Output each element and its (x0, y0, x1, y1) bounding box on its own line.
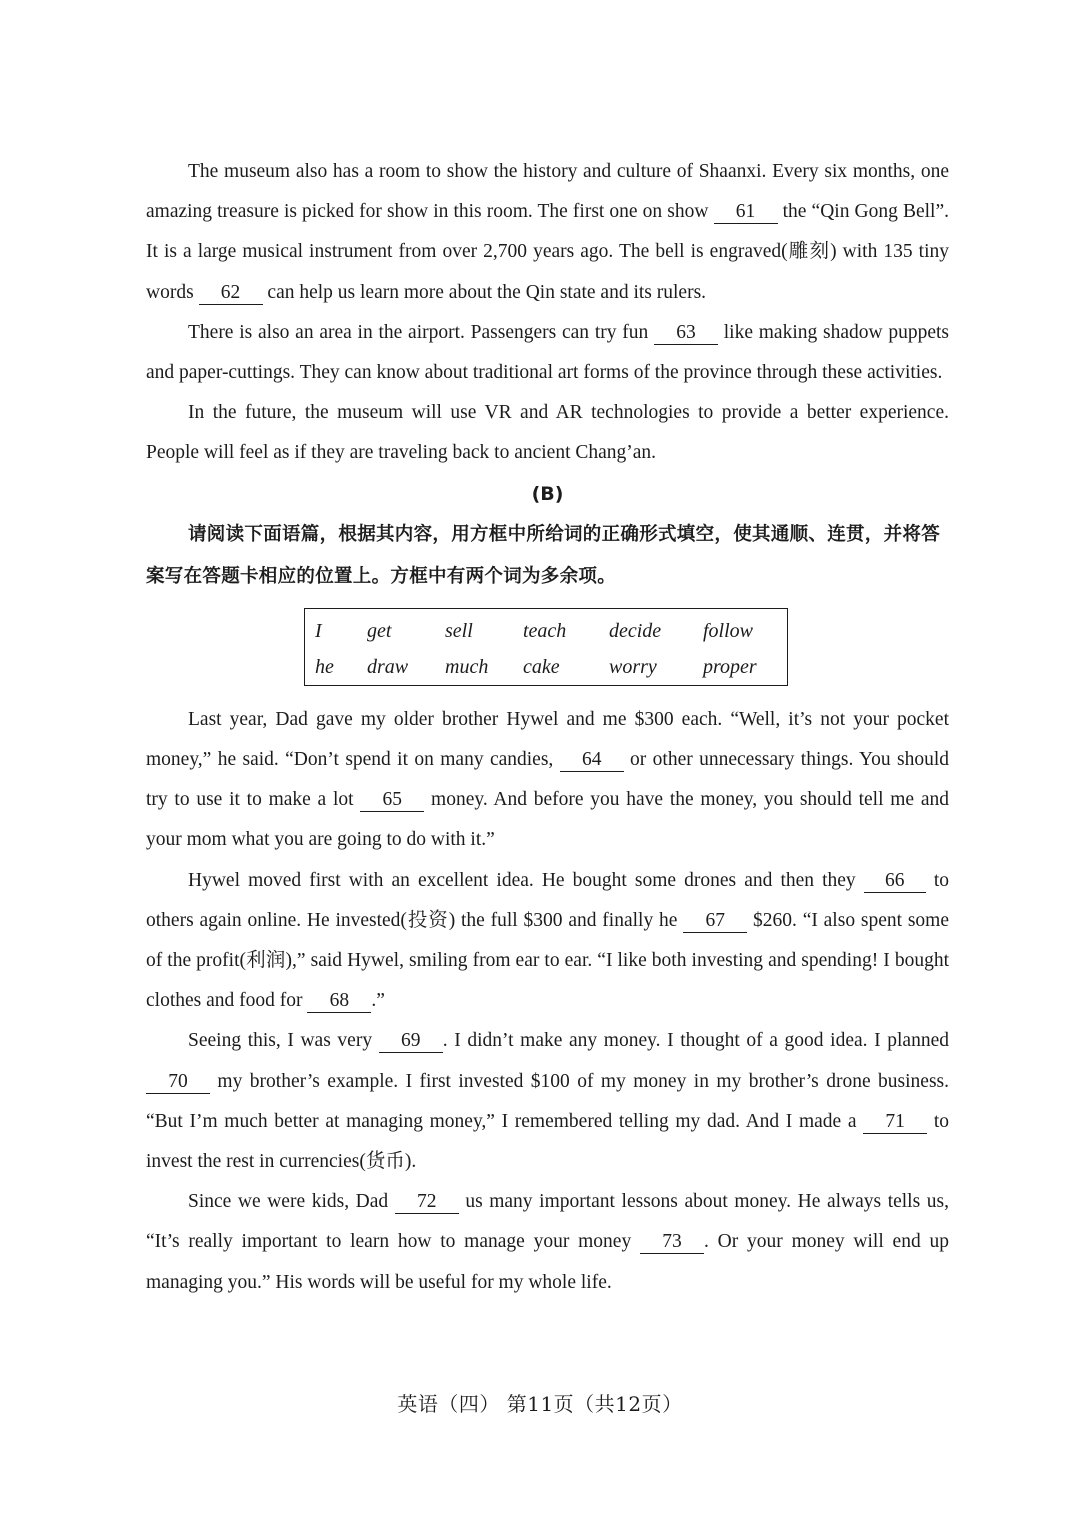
blank-66: 66 (864, 870, 926, 893)
paragraph-seeing-this (146, 1021, 949, 1182)
blank-63: 63 (654, 322, 718, 345)
paragraph-hywel (146, 861, 949, 1022)
word-box-item: he (315, 655, 334, 678)
word-box-item: sell (445, 619, 473, 642)
text: my brother’s example. I first invested $100 of my money in my brother’s drone business. “But I’m much better at managing money,” I remembered telling my dad. And I made a (146, 1070, 949, 1132)
paragraph-future: In the future, the museum will use VR and AR technologies to provide a better experience. People will feel as if they are traveling back to ancient Chang’an. (146, 402, 949, 464)
text: $260. “I also spent some of the profit(利润),” said Hywel, smiling from ear to ear. “I like both investing and spending! I bought clothes and food for (146, 909, 949, 1012)
text: money. And before you have the money, you should tell me and your mom what you are going to do with it.” (146, 789, 949, 851)
word-box-item: I (315, 619, 322, 642)
text: to invest the rest in currencies(货币). (146, 1110, 950, 1173)
section-b-instructions: 请阅读下面语篇，根据其内容，用方框中所给词的正确形式填空，使其通顺、连贯，并将答案写在答题卡相应的位置上。方框中有两个词为多余项。 (146, 523, 941, 587)
paragraph-airport-area (146, 313, 949, 393)
blank-65: 65 (360, 789, 424, 812)
word-box-item: draw (367, 655, 409, 678)
word-box-item: teach (523, 619, 567, 642)
text: Seeing this, I was very (188, 1030, 379, 1052)
word-box-item: much (445, 655, 489, 678)
text: to others again online. He invested(投资) the full $300 and finally he (146, 869, 949, 931)
text: Since we were kids, Dad (188, 1191, 395, 1213)
blank-68: 68 (307, 990, 371, 1013)
blank-64: 64 (560, 749, 624, 772)
text: Last year, Dad gave my older brother Hywel and me $300 each. “Well, it’s not your pocket money,” he said. “Don’t spend it on many candies, (146, 708, 949, 771)
blank-72: 72 (395, 1191, 459, 1214)
word-box-item: decide (609, 619, 662, 642)
page-content (146, 152, 949, 1303)
text: There is also an area in the airport. Passengers can try fun (188, 321, 654, 343)
word-box-item: worry (609, 655, 657, 678)
word-box-item: proper (703, 655, 757, 678)
word-box-item: get (367, 619, 392, 642)
text: The museum also has a room to show the history and culture of Shaanxi. Every six months, one amazing treasure is picked for show in this room. The first one on show (146, 161, 949, 223)
paragraph-since-kids (146, 1182, 949, 1303)
word-box (304, 608, 788, 686)
blank-69: 69 (379, 1030, 443, 1053)
text: Hywel moved first with an excellent idea. He bought some drones and then they (188, 869, 864, 891)
text: like making shadow puppets and paper-cuttings. They can know about traditional art forms of the province through these activities. (146, 321, 950, 384)
blank-73: 73 (640, 1231, 704, 1254)
section-b-label: (B) (531, 482, 564, 505)
text: can help us learn more about the Qin state and its rulers. (262, 281, 707, 303)
word-box-item: cake (523, 655, 560, 678)
blank-67: 67 (683, 910, 747, 933)
text: . Or your money will end up managing you.” His words will be useful for my whole life. (146, 1231, 950, 1293)
blank-61: 61 (714, 201, 778, 224)
blank-62: 62 (199, 282, 263, 305)
paragraph-dad-money (146, 700, 949, 861)
blank-70: 70 (146, 1071, 210, 1094)
blank-71: 71 (863, 1111, 927, 1134)
text: . I didn’t make any money. I thought of a good idea. I planned (442, 1030, 949, 1052)
text: or other unnecessary things. You should try to use it to make a lot (146, 749, 949, 811)
text: the “Qin Gong Bell”. It is a large musical instrument from over 2,700 years ago. The bell is engraved(雕刻) with 135 tiny words (146, 201, 950, 303)
paragraph-museum-room (146, 152, 949, 313)
word-box-item: follow (703, 619, 754, 642)
text: .” (371, 990, 385, 1012)
page-footer: 英语（四） 第11页（共12页） (397, 1392, 683, 1416)
text: us many important lessons about money. He always tells us, “It’s really important to learn how to manage your money (146, 1191, 949, 1253)
